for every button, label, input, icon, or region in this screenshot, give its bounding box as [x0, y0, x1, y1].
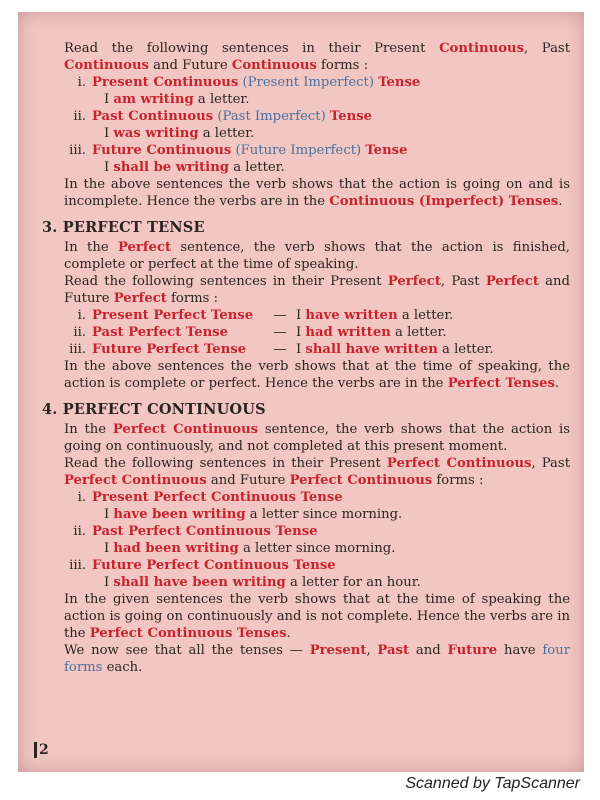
example-verb: shall have written [305, 342, 438, 357]
intro-paragraph [64, 40, 570, 74]
tense-label: Tense [378, 75, 421, 90]
tense-name: Past Perfect Tense [92, 325, 228, 340]
perfect-continuous-definition: In the Perfect Continuous sentence, the verb shows that the action is going on continuously, and not completed at this present moment. [64, 422, 570, 454]
tense-alt-name: (Present Imperfect) [242, 75, 374, 90]
closing-sentence: We now see that all the tenses — Present, Past and Future have four forms each. [64, 643, 571, 675]
item-number: i. [77, 75, 86, 90]
example-sentence: I shall have been writing a letter for an hour. [104, 575, 421, 590]
highlight-four-forms: four forms [64, 643, 571, 675]
list-item: ii. Past Perfect Continuous Tense [73, 524, 318, 539]
perfect-list [64, 307, 570, 358]
tense-name: Future Perfect Tense [92, 342, 247, 357]
list-item: i. Present Perfect Tense — I have written a letter. [77, 308, 454, 323]
example-sentence: I have been writing a letter since morning. [104, 507, 403, 522]
example-sentence: I shall be writing a letter. [104, 160, 285, 175]
example-sentence: I am writing a letter. [104, 92, 250, 107]
perfect-continuous-summary: In the given sentences the verb shows that at the time of speaking the action is going on continuously and is not complete. Hence the verbs are in the Perfect Continuous Tenses. [64, 592, 570, 641]
intro-text: and Future [148, 58, 232, 73]
page-content [42, 40, 571, 676]
intro-keyword: Continuous [64, 58, 149, 73]
tense-alt-name: (Past Imperfect) [217, 109, 326, 124]
tense-name: Present Perfect Continuous Tense [92, 490, 343, 505]
tense-name: Past Continuous [92, 109, 214, 124]
list-item [64, 108, 570, 125]
intro-text: , Past [524, 41, 571, 56]
tense-name: Past Perfect Continuous Tense [92, 524, 318, 539]
intro-text: Read the following sentences in their Present [64, 41, 440, 56]
tense-label: Tense [365, 143, 408, 158]
page-number: 2 [34, 742, 49, 758]
scanner-watermark: Scanned by TapScanner [405, 775, 580, 792]
item-number: iii. [69, 143, 86, 158]
example-verb: shall have been writing [113, 575, 286, 590]
tense-name: Future Continuous [92, 143, 232, 158]
tense-name: Future Perfect Continuous Tense [92, 558, 336, 573]
example-sentence: I was writing a letter. [104, 126, 255, 141]
tense-name: Present Perfect Tense [92, 308, 254, 323]
intro-keyword: Continuous [231, 58, 317, 73]
example-verb: shall be writing [113, 160, 229, 175]
continuous-summary: In the above sentences the verb shows that the action is going on and is incomplete. Hence the verbs are in the Continuous (Imperfect) Tenses. [64, 177, 570, 209]
example-verb: have been writing [113, 507, 246, 522]
example-verb: have written [305, 308, 398, 323]
perfect-intro: Read the following sentences in their Present Perfect, Past Perfect and Future Perfect forms : [64, 274, 570, 306]
section-heading-perfect: 3. PERFECT TENSE [42, 219, 205, 236]
perfect-definition: In the Perfect sentence, the verb shows that the action is finished, complete or perfect at the time of speaking. [64, 240, 570, 272]
list-item [64, 74, 570, 91]
tense-name: Present Continuous [92, 75, 239, 90]
tense-alt-name: (Future Imperfect) [235, 143, 362, 158]
perfect-continuous-intro: Read the following sentences in their Present Perfect Continuous, Past Perfect Continuous and Future Perfect Continuous forms : [64, 456, 570, 488]
perfect-summary: In the above sentences the verb shows that at the time of speaking, the action is complete or perfect. Hence the verbs are in the Perfect Tenses. [64, 359, 570, 391]
example-sentence: I had been writing a letter since morning. [104, 541, 396, 556]
example-verb: was writing [113, 126, 199, 141]
book-page [18, 12, 584, 772]
continuous-list [64, 74, 570, 176]
list-item [64, 142, 570, 159]
list-item: iii. Future Perfect Tense — I shall have written a letter. [69, 342, 494, 357]
perfect-continuous-list [64, 489, 570, 591]
section-heading-perfect-continuous: 4. PERFECT CONTINUOUS [42, 401, 266, 418]
list-item: ii. Past Perfect Tense — I had written a letter. [73, 325, 447, 340]
list-item: i. Present Perfect Continuous Tense [77, 490, 343, 505]
example-verb: had been writing [113, 541, 239, 556]
example-verb: had written [305, 325, 391, 340]
intro-keyword: Continuous [439, 41, 525, 56]
list-item: iii. Future Perfect Continuous Tense [69, 558, 336, 573]
example-verb: am writing [113, 92, 194, 107]
tense-label: Tense [329, 109, 373, 124]
item-number: ii. [73, 109, 86, 124]
intro-text: forms : [316, 58, 369, 73]
summary-keyword: Continuous (Imperfect) Tenses [329, 194, 559, 209]
